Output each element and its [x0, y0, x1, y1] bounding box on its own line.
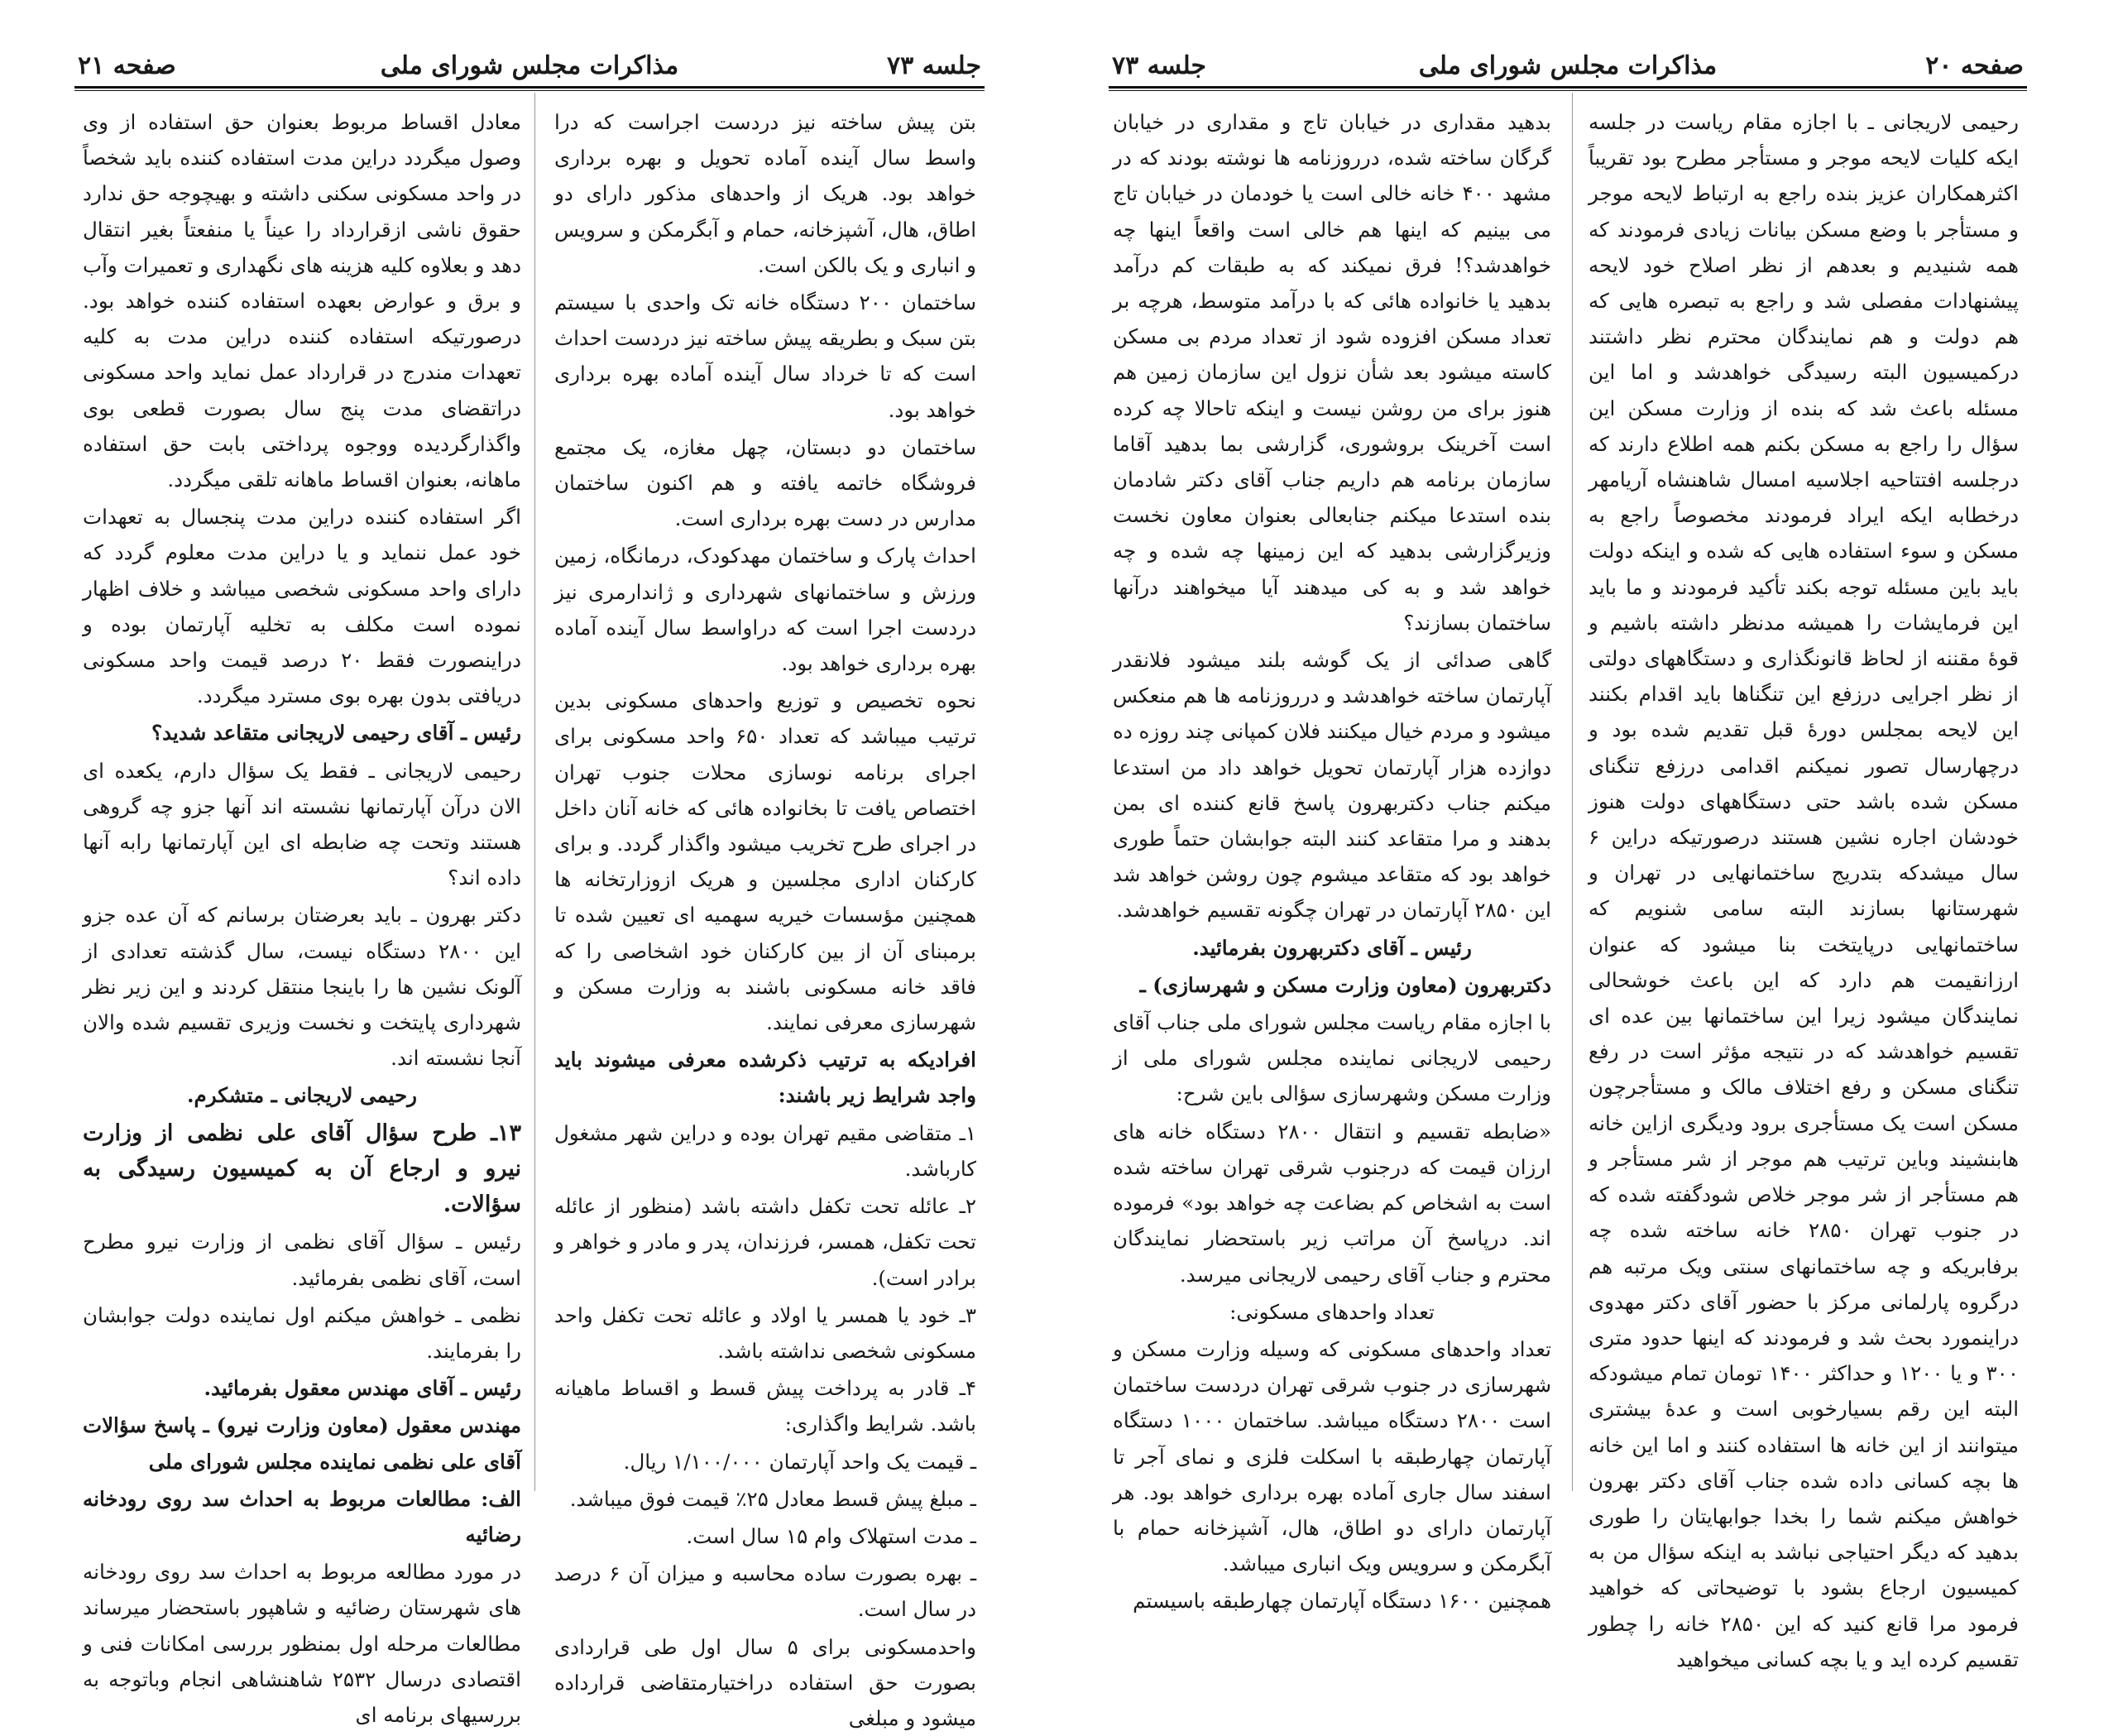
- paragraph: معادل اقساط مربوط بعنوان حق استفاده از وی وصول میگردد دراین مدت استفاده کننده باید شخصاً در واحد مسکونی سکنی داشته و بهیچوجه حق ندارد حقوق ناشی ازقرارداد را عیناً یا منفعتاً بغیر انتقال دهد و بعلاوه کلیه هزینه های نگهداری و تعمیرات وآب و برق و عوارض بعهده استفاده کننده خواهد بود. درصورتیکه استفاده کننده دراین مدت به کلیه تعهدات مندرج در قرارداد عمل نماید واحد مسکونی دراتقضای مدت پنج سال بصورت قطعی بوی واگذارگردیده ووجوه پرداختی بابت حق استفاده ماهانه، بعنوان اقساط ماهانه تلقی میگردد.: [83, 110, 521, 492]
- left-page-left-column: [83, 104, 521, 1727]
- header-title: مذاکرات مجلس شورای ملی: [1418, 51, 1718, 80]
- session-number: جلسه ۷۳: [1112, 51, 1207, 80]
- paragraph: نحوه تخصیص و توزیع واحدهای مسکونی بدین ترتیب میباشد که تعداد ۶۵۰ واحد مسکونی برای اجرای برنامه نوسازی محلات جنوب تهران اختصاص یافت تا بخانواده هائی که خانه آنان داخل در اجرای طرح تخریب میشود واگذار گردد. و برای کارکنان اداری مجلسین و هریک ازوزارتخانه ها همچنین مؤسسات خیریه سهمیه ای تعیین شده تا برمبنای آن از بین کارکنان خود اشخاصی را که فاقد خانه مسکونی باشند به وزارت مسکن و شهرسازی معرفی نمایند.: [554, 688, 976, 1035]
- page-number: صفحه ۲۱: [78, 51, 176, 80]
- speaker-line: نظمی ـ خواهش میکنم اول نماینده دولت جوابشان را بفرمایند.: [83, 1302, 521, 1363]
- paragraph: بدهید مقداری در خیابان تاج و مقداری در خیابان گرگان ساخته شده، درروزنامه ها نوشته بودند که در مشهد ۴۰۰ خانه خالی است یا خودمان در خیابان تاج می بینیم که اینها هم خالی است واقعاً اینها چه خواهدشد؟! فرق نمیکند که به طبقات کم درآمد بدهید یا خانواده هائی که با درآمد متوسط، هرچه بر تعداد مسکن افزوده شود از تعداد مردم بی مسکن کاسته میشود بعد شأن نزول این سازمان زمین هم هنوز برای من روشن نیست و اینکه تاحالا چه کرده است آخرینک بروشوری، گزارشی بما بدهید آقاما سازمان برنامه هم داریم جناب آقای دکتر شادمان بنده استدعا میکنم جنابعالی بعنوان معاون نخست وزیرگزارشی بدهید که این زمینها چه شده و چه خواهد شد و به کی میدهند آیا میخواهند درآنها ساختمان بسازند؟: [1113, 110, 1552, 635]
- subheading: الف: مطالعات مربوط به احداث سد روی رودخانه رضائیه: [83, 1486, 521, 1547]
- list-item: ۳ـ خود یا همسر یا اولاد و عائله تحت تکفل واحد مسکونی شخصی نداشته باشد.: [554, 1302, 976, 1363]
- page-number: صفحه ۲۰: [1925, 51, 2024, 80]
- paragraph: با اجازه مقام ریاست مجلس شورای ملی جناب آقای رحیمی لاریجانی نماینده مجلس شورای ملی از وزارت مسکن وشهرسازی سؤالی باین شرح:: [1113, 1010, 1551, 1106]
- paragraph: احداث پارک و ساختمان مهدکودک، درمانگاه، زمین ورزش و ساختمانهای شهرداری و ژاندارمری نیز دردست اجرا است که دراواسط سال آینده آماده بهره برداری خواهد بود.: [554, 544, 976, 676]
- list-item: ـ قیمت یک واحد آپارتمان ۱/۱۰۰/۰۰۰ ریال.: [623, 1449, 976, 1474]
- left-page-right-column: [554, 104, 976, 1730]
- paragraph: ساختمان دو دبستان، چهل مغازه، یک مجتمع فروشگاه خاتمه یافته و هم اکنون ساختمان مدارس در دست بهره برداری است.: [554, 434, 976, 531]
- session-number: جلسه ۷۳: [886, 51, 981, 80]
- paragraph: افرادیکه به ترتیب ذکرشده معرفی میشوند باید واجد شرایط زیر باشند:: [554, 1048, 976, 1108]
- speaker-line: دکتربهرون (معاون وزارت مسکن و شهرسازی) ـ: [1139, 972, 1551, 997]
- subheading: تعداد واحدهای مسکونی:: [1229, 1299, 1435, 1324]
- list-item: ۴ـ قادر به پرداخت پیش قسط و اقساط ماهیانه باشد. شرایط واگذاری:: [554, 1376, 976, 1436]
- speaker-line: رئیس ـ آقای مهندس معقول بفرمائید.: [204, 1376, 521, 1401]
- speaker-line: رحیمی لاریجانی ـ فقط یک سؤال دارم، یکعده ای الان درآن آپارتمانها نشسته اند آنها جزو چه گروهی هستند وتحت چه ضابطه ای این آپارتمانها رابه آنها داده اند؟: [83, 758, 521, 890]
- speaker-line: رئیس ـ سؤال آقای نظمی از وزارت نیرو مطرح است، آقای نظمی بفرمائید.: [83, 1230, 521, 1290]
- right-page-left-column: [1113, 104, 1552, 1614]
- paragraph: واحدمسکونی برای ۵ سال اول طی قراردادی بصورت حق استفاده دراختیارمتقاضی قرارداده میشود و مبلغی: [554, 1634, 976, 1730]
- list-item: ۲ـ عائله تحت تکفل داشته باشد (منظور از عائله تحت تکفل، همسر، فرزندان، پدر و مادر و خواهر و برادر است).: [554, 1194, 976, 1290]
- list-item: ـ مبلغ پیش قسط معادل ۲۵٪ قیمت فوق میباشد.: [569, 1486, 976, 1511]
- speaker-line: رحیمی لاریجانی ـ با اجازه مقام ریاست در جلسه ایکه کلیات لایحه موجر و مستأجر مطرح بود تقریباً اکثرهمکاران عزیز بنده راجع به ارتباط لایحه موجر و مستأجر با وضع مسکن بیانات زیادی فرمودند که همه شنیدیم و بعدهم از نظر اصلاح خود لایحه پیشنهادات مفصلی شد و راجع به تبصره هایی که هم دولت و هم نمایندگان محترم نظر داشتند درکمیسیون البته رسیدگی خواهدشد و اما این مسئله باعث شد که بنده از وزارت مسکن این سؤال را راجع به مسکن بکنم همه اطلاع دارند که درجلسه افتتاحیه اجلاسیه امسال شاهنشاه آریامهر درخطابه ایکه ایراد فرمودند مخصوصاً راجع به مسکن و سوء استفاده هایی که شده و اینکه دولت باید باین مسئله توجه بکند تأکید فرمودند و ما باید این فرمایشات را همیشه مدنظر داشته باشیم و قوهٔ مقننه از لحاظ قانونگذاری و دستگاههای دولتی از نظر اجرایی درزفع این تنگناها باید اقدام بکنند این لایحه بمجلس دورهٔ قبل تقدیم شده بود و درچهارسال تصور نمیکنم اقدامی درزفع تنگنای مسکن شده باشد حتی دستگاههای دولت هنوز خودشان اجاره نشین هستند درصورتیکه دراین ۶ سال میشدکه بتدریج ساختمانهایی در تهران و شهرستانها بسازند البته سامی شنویم که ساختمانهایی درپایتخت بنا میشود که عنوان ارزانقیمت هم دارد که این باعث خوشحالی نمایندگان میشود زیرا این ساختمانها بین عده ای تقسیم خواهدشد که در نتیجه مؤثر است در رفع تنگنای مسکن و رفع اختلاف مالک و مستأجرچون مسکن است یک مستأجری برود ودیگری ازاین خانه هابنشیند وباین ترتیب هم موجر از شر مستأجر و هم مستأجر از شر موجر خلاص شودگفته شده که در جنوب تهران ۲۸۵۰ خانه ساخته شده چه برفابریکه و چه ساختمانهای سنتی ویک مرتبه هم درگروه پارلمانی مرکز با حضور آقای دکتر مهدوی دراینمورد بحث شد و فرمودند که اینها حدود متری ۳۰۰ و یا ۱۲۰۰ و حداکثر ۱۴۰۰ تومان تمام میشودکه البته این رقم بسیارخوبی است و عدهٔ بیشتری میتوانند از این خانه ها استفاده کنند و اما این خانه ها بچه کسانی داده شده جناب آقای دکتر بهرون خواهش میکنم شما را بخدا جوابهایتان را طوری بدهید که دیگر احتیاجی نباشد به اینکه سؤال من به کمیسیون ارجاع بشود با توضیحاتی که خواهید فرمود مرا قانع کنید که این ۲۸۵۰ خانه را چطور تقسیم کرده اید و یا بچه کسانی میخواهید: [1588, 110, 2020, 1671]
- section-heading: ۱۳ـ طرح سؤال آقای علی نظمی از وزارت نیرو و ارجاع آن به کمیسیون رسیدگی به سؤالات.: [83, 1120, 521, 1218]
- paragraph: بتن پیش ساخته نیز دردست اجراست که درا واسط سال آینده آماده تحویل و بهره برداری خواهد بود. هریک از واحدهای مذکور دارای دو اطاق، هال، آشپزخانه، حمام و آبگرمکن و سرویس و انباری و یک بالکن است.: [554, 110, 976, 277]
- paragraph: ساختمان ۲۰۰ دستگاه خانه تک واحدی با سیستم بتن سبک و بطریقه پیش ساخته نیز دردست احداث است که تا خرداد سال آینده آماده بهره برداری خواهد بود.: [554, 290, 976, 422]
- header-rule: [74, 86, 985, 91]
- list-item: ۱ـ متقاضی مقیم تهران بوده و دراین شهر مشغول کارباشد.: [554, 1120, 976, 1181]
- paragraph: همچنین ۱۶۰۰ دستگاه آپارتمان چهارطبقه باسیستم: [1133, 1589, 1551, 1614]
- paragraph: گاهی صدائی از یک گوشه بلند میشود فلانقدر آپارتمان ساخته خواهدشد و درروزنامه ها هم منعکس میشود و مردم خیال میکنند فلان کمپانی چند روزه ده دوازده هزار آپارتمان تحویل خواهد داد من استدعا میکنم جناب دکتربهرون پاسخ قانع کننده ای بمن بدهند و مرا متقاعد کنند البته جوابشان حتماً طوری خواهد بود که متقاعد میشوم چون روشن خواهد شد این ۲۸۵۰ آپارتمان در تهران چگونه تقسیم خواهدشد.: [1113, 648, 1551, 923]
- paragraph: اگر استفاده کننده دراین مدت پنجسال به تعهدات خود عمل ننماید و یا دراین مدت معلوم گردد که دارای واحد مسکونی شخصی میباشد و خلاف اظهار نموده است مکلف به تخلیه آپارتمان بوده و دراینصورت فقط ۲۰ درصد قیمت واحد مسکونی دریافتی بدون بهره بوی مسترد میگردد.: [83, 505, 521, 708]
- column-divider: [1572, 93, 1573, 1491]
- paragraph: تعداد واحدهای مسکونی که وسیله وزارت مسکن و شهرسازی در جنوب شرقی تهران دردست ساختمان است ۲۸۰۰ دستگاه میباشد. ساختمان ۱۰۰۰ دستگاه آپارتمان چهارطبقه با اسکلت فلزی و نمای آجر تا اسفند سال جاری آماده بهره برداری خواهد بود. هر آپارتمان دارای دو اطاق، هال، آشپزخانه حمام با آبگرمکن و سرویس ویک انباری میباشد.: [1113, 1336, 1551, 1576]
- paragraph: در مورد مطالعه مربوط به احداث سد روی رودخانه های شهرستان رضائیه و شاهپور باستحضار میرساند مطالعات مرحله اول بمنظور بررسی امکانات فنی و اقتصادی درسال ۲۵۳۲ شاهنشاهی انجام وباتوجه به بررسیهای برنامه ای: [83, 1560, 521, 1727]
- speaker-line: رحیمی لاریجانی ـ متشکرم.: [187, 1083, 417, 1108]
- speaker-line: دکتر بهرون ـ باید بعرضتان برسانم که آن عده جزو این ۲۸۰۰ دستگاه نیست، سال گذشته تعدادی از آلونک نشین ها را باینجا منتقل کردند و این زیر نظر شهرداری پایتخت و نخست وزیری تقسیم شده والان آنجا نشسته اند.: [83, 903, 521, 1071]
- right-page-right-column: [1588, 104, 2020, 1671]
- left-page: [74, 0, 985, 1730]
- column-divider: [534, 93, 535, 1491]
- right-page-header: [1109, 51, 2027, 84]
- speaker-line: رئیس ـ آقای رحیمی لاریجانی متقاعد شدید؟: [151, 721, 521, 746]
- header-title: مذاکرات مجلس شورای ملی: [380, 51, 679, 80]
- left-page-header: [74, 51, 985, 84]
- paragraph: «ضابطه تقسیم و انتقال ۲۸۰۰ دستگاه خانه های ارزان قیمت که درجنوب شرقی تهران ساخته شده است به اشخاص کم بضاعت چه خواهد بود» فرموده اند. درپاسخ آن مراتب زیر باستحضار نمایندگان محترم و جناب آقای رحیمی لاریجانی میرسد.: [1113, 1119, 1551, 1287]
- speaker-line: رئیس ـ آقای دکتربهرون بفرمائید.: [1192, 935, 1472, 960]
- right-page: [1109, 0, 2027, 1671]
- header-rule: [1109, 86, 2027, 91]
- list-item: ـ بهره بصورت ساده محاسبه و میزان آن ۶ درصد در سال است.: [554, 1561, 976, 1622]
- list-item: ـ مدت استهلاک وام ۱۵ سال است.: [686, 1523, 976, 1548]
- speaker-line: مهندس معقول (معاون وزارت نیرو) ـ پاسخ سؤالات آقای علی نظمی نماینده مجلس شورای ملی: [83, 1413, 521, 1474]
